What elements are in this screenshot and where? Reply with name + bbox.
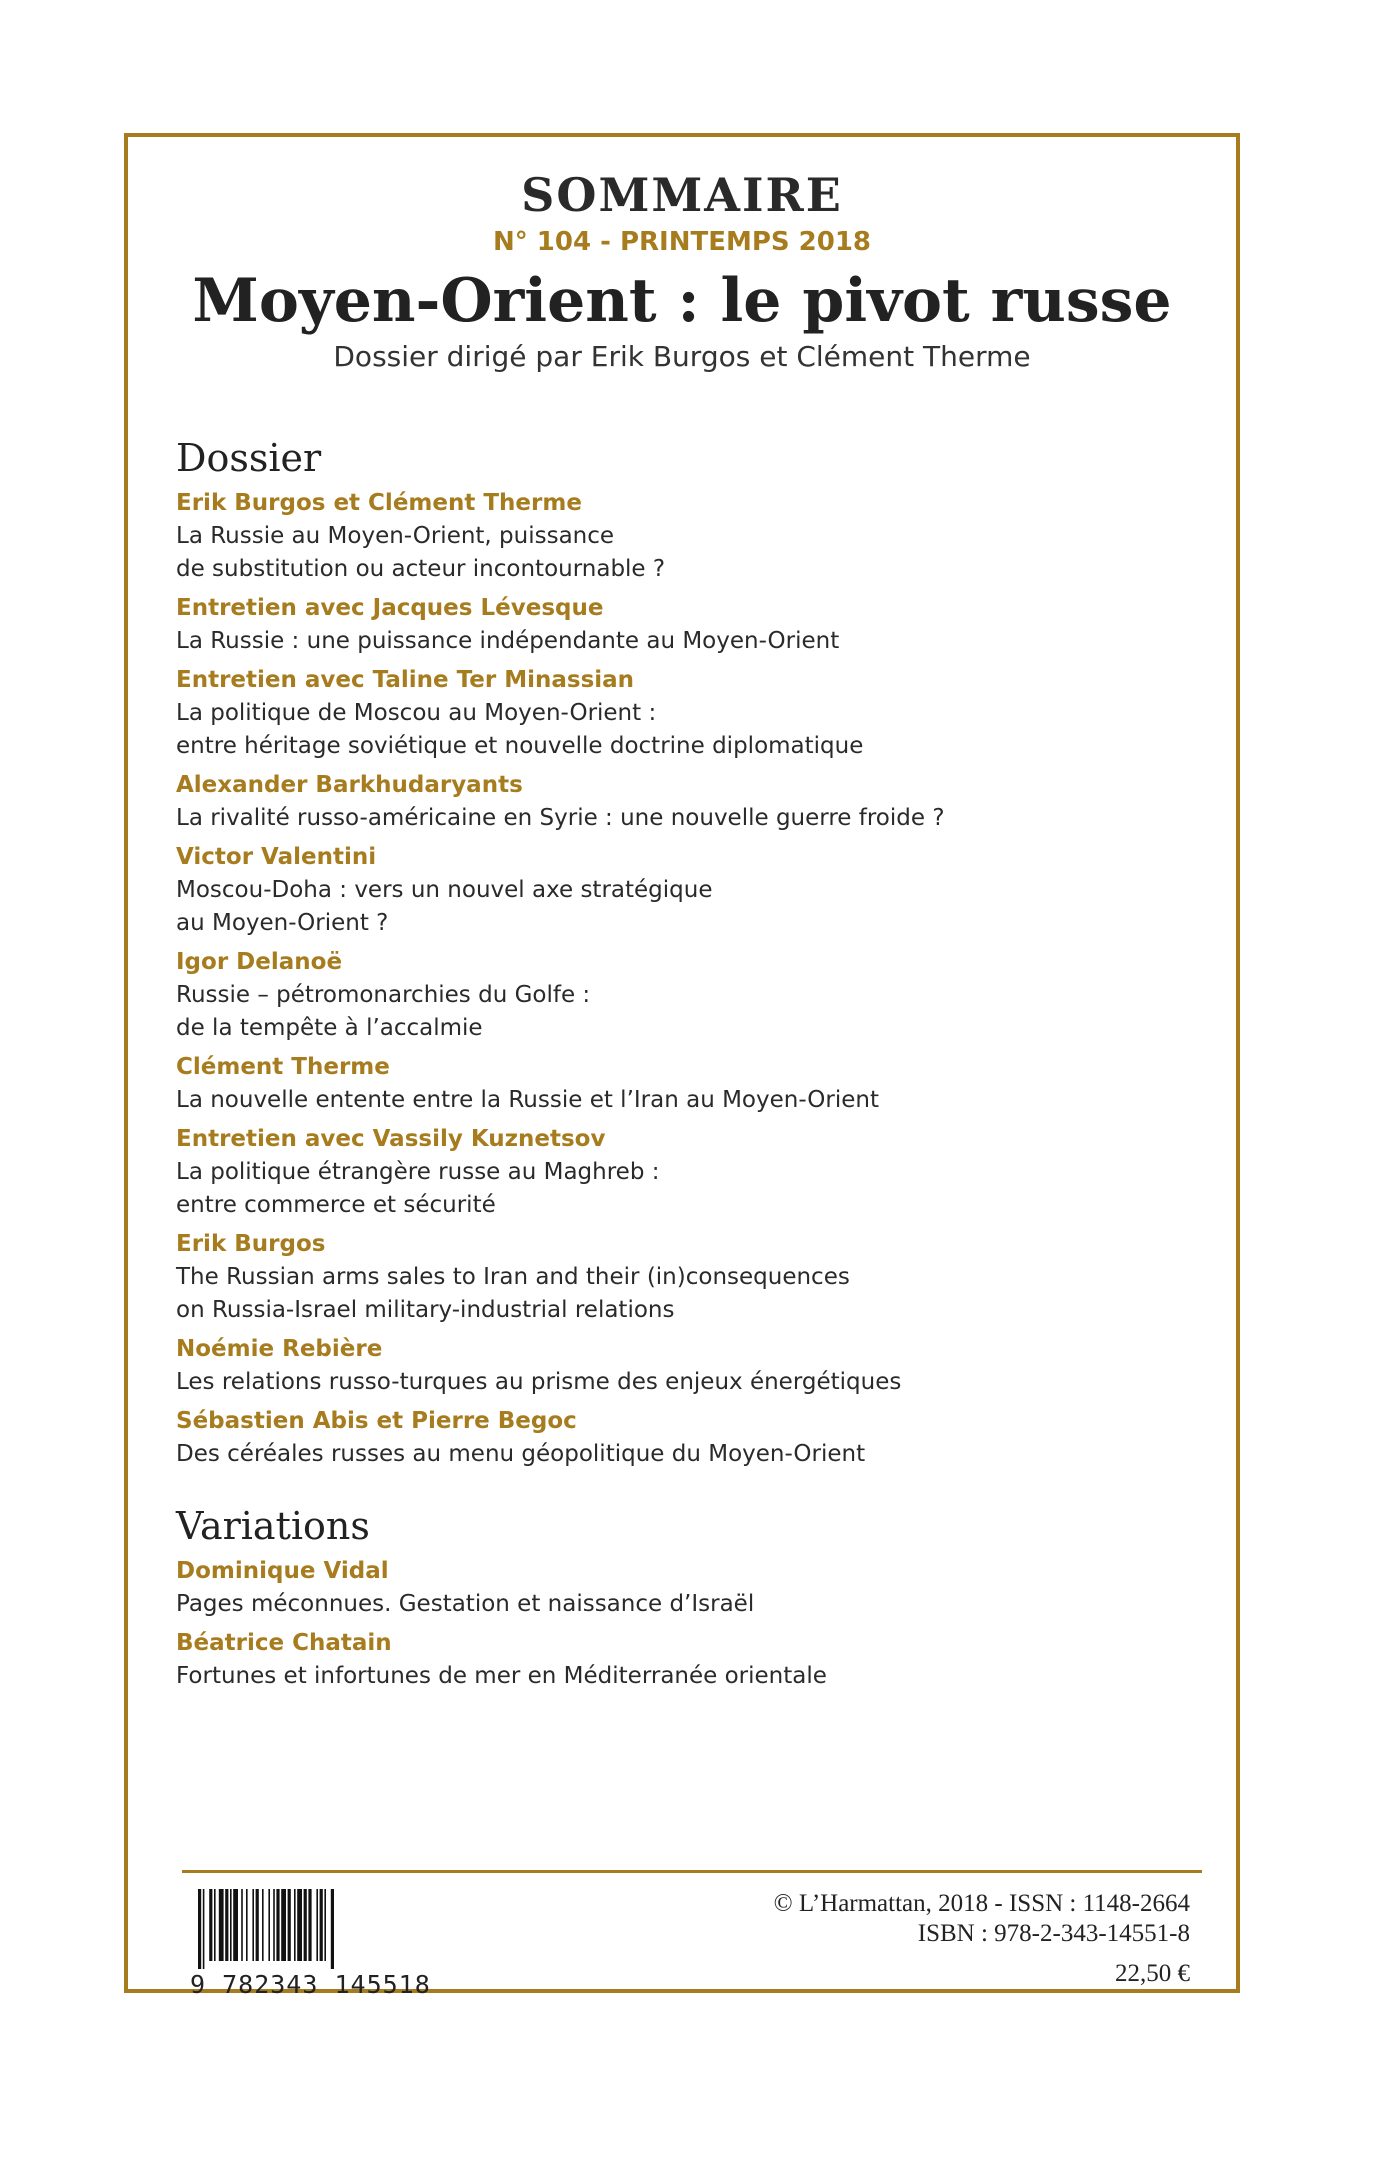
barcode-bar [308,1889,311,1961]
dossier-list [176,487,1196,1471]
entry-article-line: Moscou-Doha : vers un nouvel axe stratégique [176,877,713,903]
entry-article-line: Fortunes et infortunes de mer en Méditerranée orientale [176,1663,827,1689]
isbn-line: ISBN : 978-2-343-14551-8 [917,1920,1190,1947]
barcode-bars [190,1889,420,1969]
entry-author: Entretien avec Jacques Lévesque [176,595,604,621]
page-title: Moyen-Orient : le pivot russe [192,266,1172,336]
entry-author: Entretien avec Taline Ter Minassian [176,667,635,693]
barcode-bar [276,1889,279,1961]
table-of-contents [176,433,1196,1699]
barcode-bar [209,1889,212,1961]
barcode-bar [262,1889,264,1961]
entry-article-line: The Russian arms sales to Iran and their (in)consequences [176,1264,850,1290]
barcode-bar [241,1889,243,1961]
entry-article-line: Pages méconnues. Gestation et naissance d’Israël [176,1591,755,1617]
barcode-bar [316,1889,318,1961]
barcode-bar [214,1889,216,1961]
toc-entry [176,1405,1196,1471]
entry-article-line: Russie – pétromonarchies du Golfe : [176,982,591,1008]
barcode-bar [324,1889,326,1961]
toc-entry [176,1228,1196,1327]
barcode [190,1889,431,1999]
barcode-bar [268,1889,270,1961]
barcode-bar [288,1889,291,1961]
entry-article-line: de la tempête à l’accalmie [176,1015,483,1041]
section-title-dossier: Dossier [176,436,322,480]
toc-entry [176,769,1196,835]
entry-article-line: La nouvelle entente entre la Russie et l’Iran au Moyen-Orient [176,1087,879,1113]
barcode-bar [246,1889,248,1961]
entry-author: Alexander Barkhudaryants [176,772,523,798]
entry-author: Erik Burgos et Clément Therme [176,490,582,516]
toc-entry [176,1051,1196,1117]
entry-author: Igor Delanoë [176,949,343,975]
price: 22,50 € [1115,1960,1190,1987]
footer-divider [182,1870,1202,1873]
entry-article-line: Des céréales russes au menu géopolitique du Moyen-Orient [176,1441,866,1467]
header [128,167,1236,375]
entry-author: Clément Therme [176,1054,390,1080]
barcode-bar [320,1889,323,1961]
entry-article-line: La rivalité russo-américaine en Syrie : une nouvelle guerre froide ? [176,805,945,831]
entry-article-line: La Russie au Moyen-Orient, puissance [176,523,615,549]
toc-entry [176,592,1196,658]
barcode-bar [225,1889,228,1961]
imprint [774,1889,1190,1989]
barcode-bar [281,1889,286,1961]
barcode-bar [294,1889,296,1961]
entry-author: Dominique Vidal [176,1558,389,1584]
toc-entry [176,664,1196,763]
toc-entry [176,487,1196,586]
entry-author: Entretien avec Vassily Kuznetsov [176,1126,606,1152]
barcode-bar [297,1889,302,1961]
barcode-bar [203,1889,205,1969]
entry-author: Noémie Rebière [176,1336,383,1362]
barcode-bar [233,1889,238,1961]
toc-entry [176,1627,1196,1693]
entry-article-line: La politique étrangère russe au Maghreb : [176,1159,660,1185]
issue-number: N° 104 - PRINTEMPS 2018 [492,227,872,257]
entry-article-line: La Russie : une puissance indépendante au Moyen-Orient [176,628,840,654]
entry-author: Béatrice Chatain [176,1630,392,1656]
toc-entry [176,1333,1196,1399]
barcode-bar [252,1889,254,1961]
page-subtitle: Dossier dirigé par Erik Burgos et Clément Therme [333,340,1031,373]
barcode-digits: 9 782343 145518 [190,1970,431,1999]
toc-entry [176,841,1196,940]
variations-list [176,1555,1196,1693]
entry-article-line: de substitution ou acteur incontournable ? [176,556,666,582]
entry-article-line: entre héritage soviétique et nouvelle doctrine diplomatique [176,733,864,759]
barcode-bar [256,1889,259,1961]
entry-author: Victor Valentini [176,844,377,870]
entry-article-line: Les relations russo-turques au prisme des enjeux énergétiques [176,1369,902,1395]
barcode-bar [198,1889,201,1969]
toc-entry [176,1123,1196,1222]
section-title-variations: Variations [176,1504,370,1548]
entry-article-line: La politique de Moscou au Moyen-Orient : [176,700,657,726]
barcode-bar [273,1889,275,1961]
entry-author: Sébastien Abis et Pierre Begoc [176,1408,577,1434]
barcode-bar [230,1889,232,1961]
entry-author: Erik Burgos [176,1231,326,1257]
toc-entry [176,1555,1196,1621]
barcode-bar [331,1889,334,1969]
cover-frame [124,133,1240,1999]
copyright-line: © L’Harmattan, 2018 - ISSN : 1148-2664 [773,1890,1190,1917]
barcode-bar [219,1889,224,1961]
entry-article-line: entre commerce et sécurité [176,1192,496,1218]
toc-entry [176,946,1196,1045]
page-heading: SOMMAIRE [521,168,843,222]
barcode-bar [304,1889,307,1961]
entry-article-line: on Russia-Israel military-industrial relations [176,1297,675,1323]
entry-article-line: au Moyen-Orient ? [176,910,389,936]
